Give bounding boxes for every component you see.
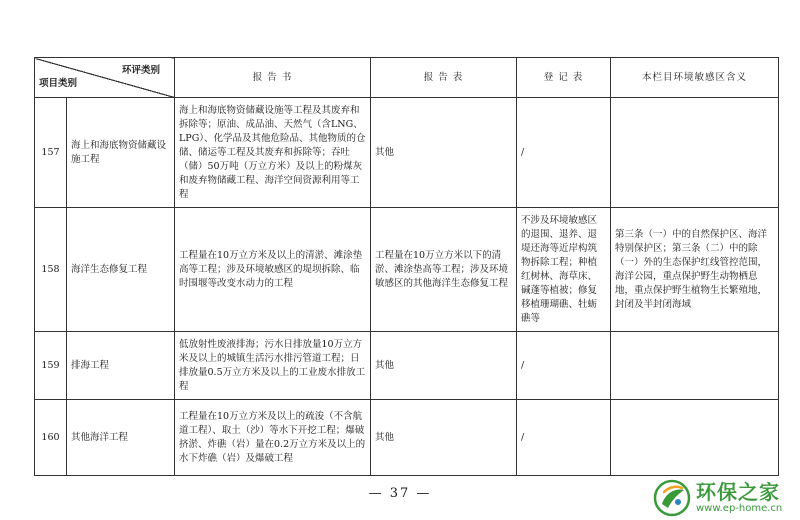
watermark-logo (652, 476, 800, 520)
project-name: 排海工程 (67, 332, 175, 400)
row-number: 159 (35, 332, 67, 400)
table-row (35, 400, 779, 476)
header-project-category: 项目类别 (39, 78, 78, 89)
report-form-cell: 工程量在10万立方米以下的清淤、滩涂垫高等工程；涉及环境敏感区的其他海洋生态修复工程 (371, 208, 517, 332)
row-number: 160 (35, 400, 67, 476)
report-form-cell: 其他 (371, 98, 517, 208)
leaf-person-icon (652, 478, 692, 518)
sensitive-area-cell (611, 332, 779, 400)
report-form-cell: 其他 (371, 400, 517, 476)
registration-cell: 不涉及环境敏感区的退围、退养、退堤还海等近岸构筑物拆除工程；种植红树林、海草床、碱蓬等植被；修复移植珊瑚礁、牡蛎礁等 (517, 208, 611, 332)
sensitive-area-cell (611, 98, 779, 208)
report-book-cell: 工程量在10万立方米及以上的清淤、滩涂垫高等工程；涉及环境敏感区的堤坝拆除、临时围堰等改变水动力的工程 (175, 208, 371, 332)
table-header-row (35, 58, 779, 98)
registration-cell: / (517, 332, 611, 400)
sensitive-area-cell: 第三条（一）中的自然保护区、海洋特别保护区；第三条（二）中的除（一）外的生态保护红线管控范围，海洋公园，重点保护野生动物栖息地，重点保护野生植物生长繁殖地，封闭及半封闭海域 (611, 208, 779, 332)
page-number: — 37 — (368, 486, 432, 501)
watermark-url: www.ep-home.cn (696, 503, 783, 514)
table-row (35, 332, 779, 400)
header-report-book: 报 告 书 (175, 58, 371, 98)
header-registration: 登 记 表 (517, 58, 611, 98)
row-number: 157 (35, 98, 67, 208)
row-number: 158 (35, 208, 67, 332)
table-row (35, 98, 779, 208)
sensitive-area-cell (611, 400, 779, 476)
report-book-cell: 工程量在10万立方米及以上的疏浚（不含航道工程）、取土（沙）等水下开挖工程；爆破挤淤、炸礁（岩）量在0.2万立方米及以上的水下炸礁（岩）及爆破工程 (175, 400, 371, 476)
project-name: 其他海洋工程 (67, 400, 175, 476)
header-eia-category: 环评类别 (121, 65, 160, 76)
project-name: 海上和海底物资储藏设施工程 (67, 98, 175, 208)
eia-category-table (34, 57, 779, 476)
report-book-cell: 海上和海底物资储藏设施等工程及其废弃和拆除等；原油、成品油、天然气（含LNG、LPG）、化学品及其他危险品、其他物质的仓储、储运等工程及其废弃和拆除等；吞吐（储）50万吨（万立方米）及以上的粉煤灰和废弃物储藏工程、海洋空间资源利用等工程 (175, 98, 371, 208)
registration-cell: / (517, 400, 611, 476)
watermark-name: 环保之家 (696, 480, 780, 504)
header-sensitive-area: 本栏目环境敏感区含义 (611, 58, 779, 98)
project-name: 海洋生态修复工程 (67, 208, 175, 332)
diagonal-header-cell (35, 58, 175, 98)
report-form-cell: 其他 (371, 332, 517, 400)
report-book-cell: 低放射性废液排海；污水日排放量10万立方米及以上的城镇生活污水排污管道工程；日排放量0.5万立方米及以上的工业废水排放工程 (175, 332, 371, 400)
header-report-form: 报 告 表 (371, 58, 517, 98)
registration-cell: / (517, 98, 611, 208)
table-row (35, 208, 779, 332)
